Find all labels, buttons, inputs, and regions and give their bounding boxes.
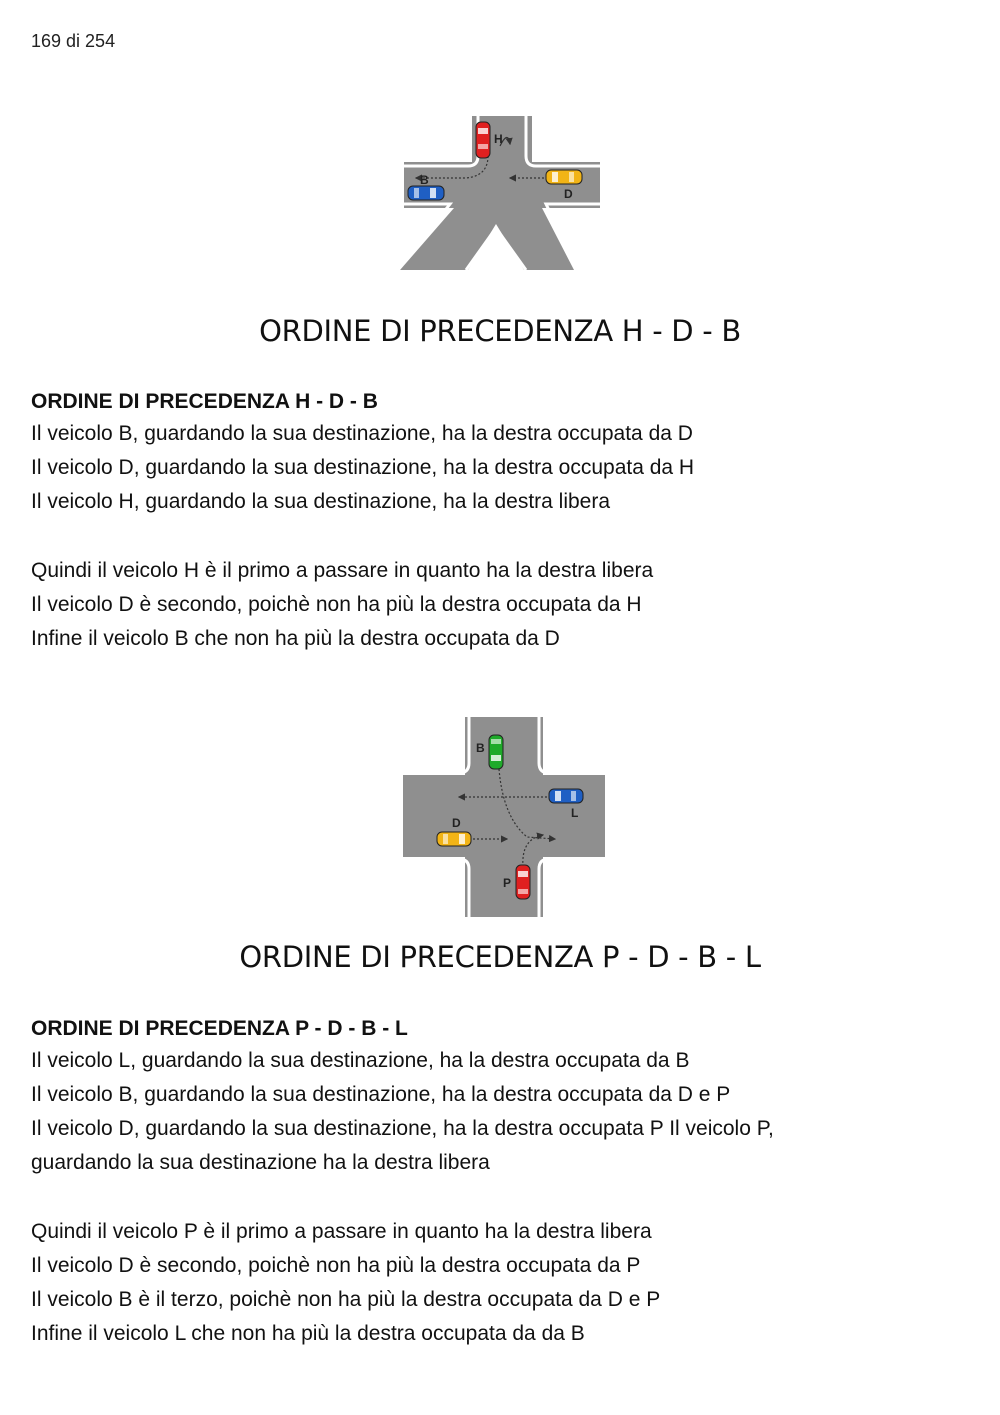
analysis-line: Il veicolo H, guardando la sua destinazione, ha la destra libera (31, 490, 611, 513)
vehicle-p-car (516, 865, 530, 899)
vehicle-d-car (437, 832, 471, 846)
figure-caption: ORDINE DI PRECEDENZA H - D - B (259, 314, 741, 348)
conclusion-line: Quindi il veicolo H è il primo a passare in quanto ha la destra libera (31, 559, 654, 582)
section-heading: ORDINE DI PRECEDENZA P - D - B - L (31, 1017, 408, 1040)
analysis-line: Il veicolo B, guardando la sua destinazione, ha la destra occupata da D (31, 422, 693, 445)
conclusion-line: Il veicolo B è il terzo, poichè non ha più la destra occupata da D e P (31, 1288, 661, 1311)
conclusion-line: Infine il veicolo L che non ha più la destra occupata da da B (31, 1322, 585, 1345)
vehicle-d-car (546, 170, 582, 184)
vehicle-label: L (571, 806, 579, 820)
analysis-line: Il veicolo L, guardando la sua destinazione, ha la destra occupata da B (31, 1049, 690, 1072)
analysis-line: Il veicolo D, guardando la sua destinazione, ha la destra occupata da H (31, 456, 695, 479)
analysis-line: guardando la sua destinazione ha la destra libera (31, 1151, 490, 1174)
explanation-section (31, 1014, 971, 1351)
vehicle-label: H (494, 132, 503, 146)
vehicle-b-car (489, 735, 503, 769)
section-heading: ORDINE DI PRECEDENZA H - D - B (31, 390, 378, 413)
page-number: 169 di 254 (31, 31, 116, 51)
t-junction-diagram-icon (396, 116, 600, 270)
vehicle-label: P (503, 876, 512, 890)
vehicle-l-car (549, 789, 583, 803)
crossroad-diagram-icon (403, 717, 605, 917)
vehicle-label: D (564, 187, 573, 201)
analysis-line: Il veicolo B, guardando la sua destinazione, ha la destra occupata da D e P (31, 1083, 731, 1106)
vehicle-h-car (476, 122, 490, 158)
figure-caption: ORDINE DI PRECEDENZA P - D - B - L (239, 940, 761, 974)
vehicle-b-car (408, 186, 444, 200)
vehicle-label: B (476, 741, 485, 755)
conclusion-line: Infine il veicolo B che non ha più la destra occupata da D (31, 627, 560, 650)
conclusion-line: Quindi il veicolo P è il primo a passare in quanto ha la destra libera (31, 1220, 652, 1243)
conclusion-line: Il veicolo D è secondo, poichè non ha più la destra occupata da P (31, 1254, 641, 1277)
explanation-section (31, 387, 971, 656)
vehicle-label: D (452, 816, 461, 830)
conclusion-line: Il veicolo D è secondo, poichè non ha più la destra occupata da H (31, 593, 642, 616)
vehicle-label: B (420, 173, 429, 187)
analysis-line: Il veicolo D, guardando la sua destinazione, ha la destra occupata P Il veicolo P, (31, 1117, 774, 1140)
